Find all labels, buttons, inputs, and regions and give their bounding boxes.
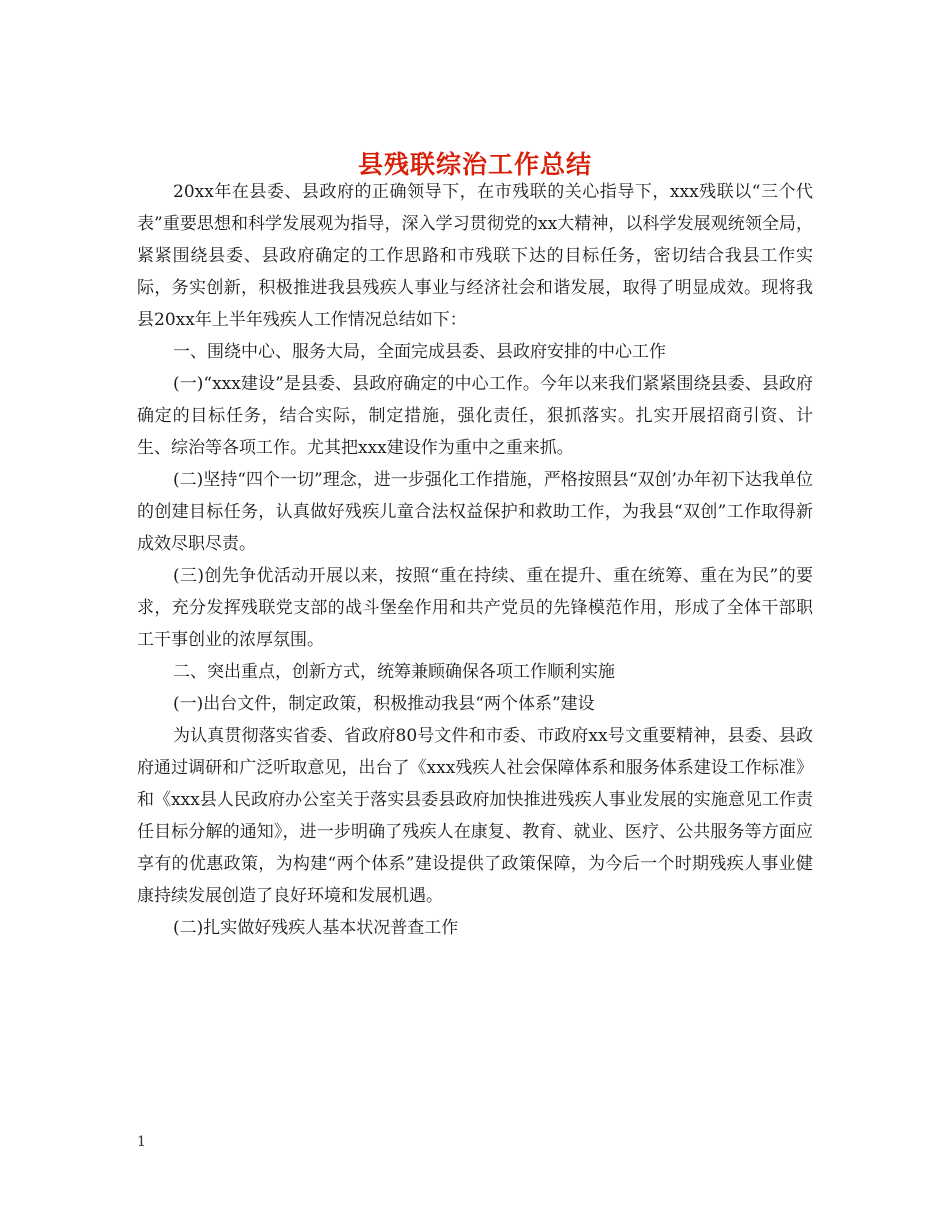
heading-section-2: 二、突出重点，创新方式，统筹兼顾确保各项工作顺利实施 <box>173 662 615 682</box>
paragraph-1-2: (二)坚持“四个一切”理念，进一步强化工作措施，严格按照县“双创’办年初下达我单位的创建目标任务，认真做好残疾儿童合法权益保护和救助工作，为我县“双创”工作取得新成效尽职尽责。 <box>137 470 813 554</box>
paragraph-1-1: (一)“xxx建设”是县委、县政府确定的中心工作。今年以来我们紧紧围绕县委、县政府确定的目标任务，结合实际，制定措施，强化责任，狠抓落实。扎实开展招商引资、计生、综治等各项工作。尤其把xxx建设作为重中之重来抓。 <box>137 374 813 458</box>
paragraph-intro: 20xx年在县委、县政府的正确领导下，在市残联的关心指导下，xxx残联以“三个代表”重要思想和科学发展观为指导，深入学习贯彻党的xx大精神，以科学发展观统领全局，紧紧围绕县委、县政府确定的工作思路和市残联下达的目标任务，密切结合我县工作实际，务实创新，积极推进我县残疾人事业与经济社会和谐发展，取得了明显成效。现将我县20xx年上半年残疾人工作情况总结如下： <box>137 182 813 330</box>
document-body <box>137 176 813 944</box>
paragraph-1-3: (三)创先争优活动开展以来，按照“重在持续、重在提升、重在统筹、重在为民”的要求，充分发挥残联党支部的战斗堡垒作用和共产党员的先锋模范作用，形成了全体干部职工干事创业的浓厚氛围。 <box>137 566 813 650</box>
heading-subsection-2-2: (二)扎实做好残疾人基本状况普查工作 <box>173 918 459 938</box>
document-title: 县残联综治工作总结 <box>357 149 592 179</box>
page-number: 1 <box>137 1134 146 1150</box>
heading-subsection-2-1: (一)出台文件，制定政策，积极推动我县“两个体系”建设 <box>173 694 595 714</box>
paragraph-2-1: 为认真贯彻落实省委、省政府80号文件和市委、市政府xx号文重要精神，县委、县政府通过调研和广泛听取意见，出台了《xxx残疾人社会保障体系和服务体系建设工作标准》和《xxx县人民政府办公室关于落实县委县政府加快推进残疾人事业发展的实施意见工作责任目标分解的通知》，进一步明确了残疾人在康复、教育、就业、医疗、公共服务等方面应享有的优惠政策，为构建“两个体系”建设提供了政策保障，为今后一个时期残疾人事业健康持续发展创造了良好环境和发展机遇。 <box>137 726 813 906</box>
heading-section-1: 一、围绕中心、服务大局，全面完成县委、县政府安排的中心工作 <box>173 342 666 362</box>
